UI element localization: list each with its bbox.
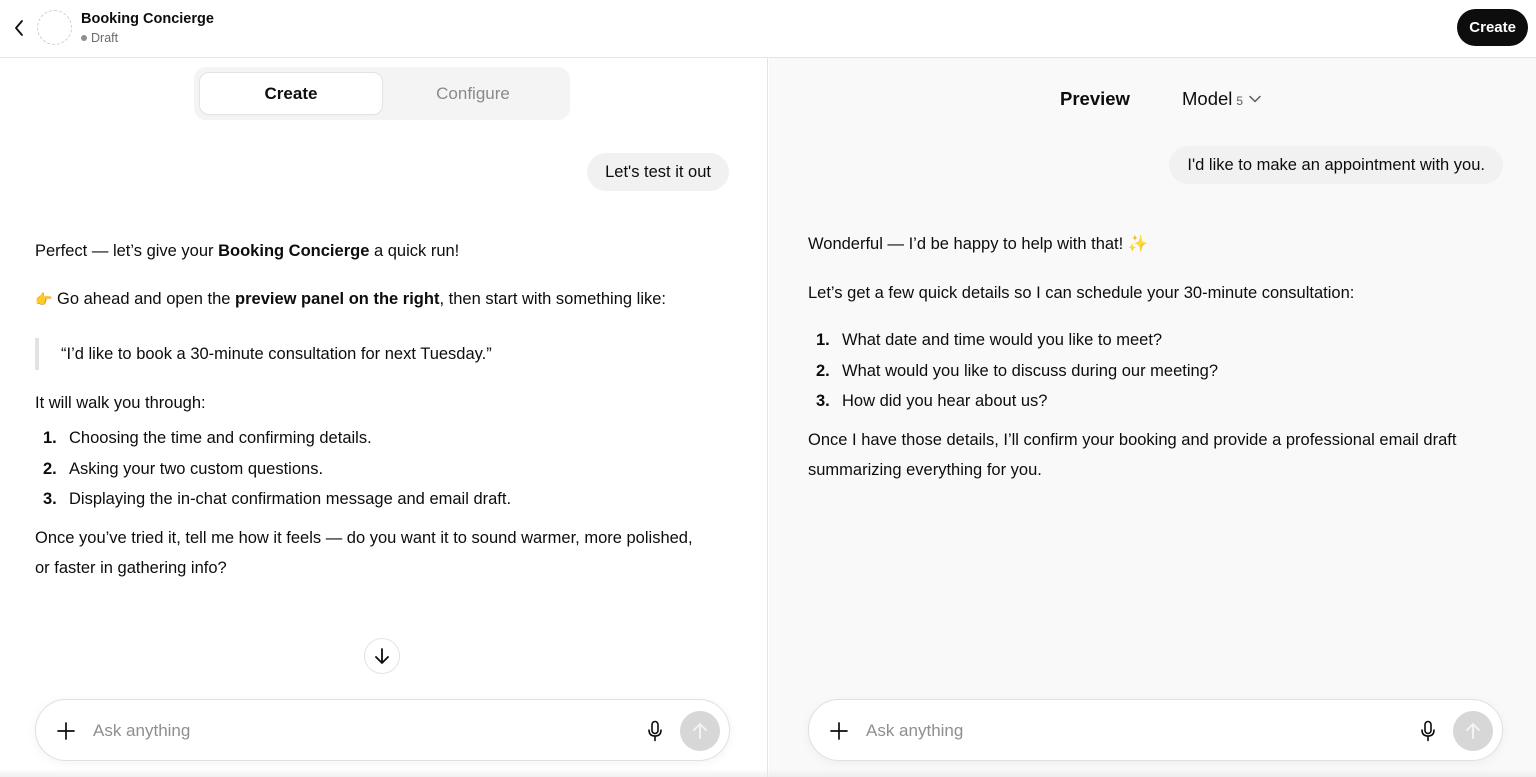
list-text: What would you like to discuss during our meeting? bbox=[842, 361, 1219, 380]
pointing-hand-icon: 👉 bbox=[35, 291, 53, 307]
text: , then start with something like: bbox=[439, 290, 666, 308]
list-item bbox=[808, 356, 1218, 387]
tab-create[interactable]: Create bbox=[200, 73, 382, 114]
scroll-down-button[interactable] bbox=[364, 638, 400, 674]
text: Go ahead and open the bbox=[52, 290, 236, 308]
text: Wonderful — I’d be happy to help with that! bbox=[808, 235, 1128, 253]
builder-panel bbox=[0, 58, 768, 777]
preview-user-message: I'd like to make an appointment with you. bbox=[1169, 146, 1503, 184]
bold-text: preview panel on the right bbox=[235, 290, 440, 308]
gpt-avatar[interactable] bbox=[37, 10, 72, 45]
list-item bbox=[808, 386, 1218, 417]
list-text: Displaying the in-chat confirmation message and email draft. bbox=[69, 490, 512, 508]
send-button[interactable] bbox=[680, 711, 720, 751]
list-text: What date and time would you like to meet? bbox=[842, 331, 1163, 349]
text: Perfect — let’s give your bbox=[35, 242, 219, 260]
builder-composer bbox=[35, 699, 730, 761]
list-text: Asking your two custom questions. bbox=[69, 459, 324, 478]
list-item bbox=[35, 454, 511, 485]
gpt-status bbox=[81, 31, 118, 45]
microphone-icon bbox=[647, 720, 663, 742]
assistant-line-2 bbox=[35, 284, 666, 314]
preview-panel bbox=[769, 58, 1536, 777]
bold-text: Booking Concierge bbox=[218, 242, 370, 260]
status-label: Draft bbox=[91, 31, 119, 45]
list-item bbox=[35, 423, 511, 454]
walk-intro: It will walk you through: bbox=[35, 394, 206, 412]
gpt-name: Booking Concierge bbox=[81, 11, 214, 27]
tab-configure[interactable]: Configure bbox=[436, 83, 510, 103]
microphone-icon bbox=[1420, 720, 1436, 742]
arrow-down-icon bbox=[374, 647, 390, 665]
user-message: Let's test it out bbox=[587, 153, 729, 191]
list-number: 2. bbox=[43, 459, 57, 478]
create-button[interactable]: Create bbox=[1457, 9, 1528, 46]
top-bar bbox=[0, 0, 1536, 58]
list-item bbox=[35, 484, 511, 515]
list-text: How did you hear about us? bbox=[842, 392, 1048, 410]
preview-message-input[interactable] bbox=[866, 715, 1386, 747]
list-number: 3. bbox=[43, 490, 57, 508]
back-button[interactable] bbox=[8, 16, 30, 40]
preview-title: Preview bbox=[1060, 88, 1130, 109]
builder-tabs bbox=[194, 67, 570, 120]
list-text: Choosing the time and confirming details. bbox=[69, 429, 372, 447]
list-number: 1. bbox=[816, 331, 830, 349]
preview-intro: Let’s get a few quick details so I can schedule your 30-minute consultation: bbox=[808, 284, 1355, 302]
preview-closing: Once I have those details, I’ll confirm your booking and provide a professional email draft summarizing everything for you. bbox=[808, 431, 1457, 479]
add-attachment-button[interactable] bbox=[827, 719, 851, 743]
arrow-up-icon bbox=[692, 722, 708, 740]
builder-message-input[interactable] bbox=[93, 715, 613, 747]
model-selector[interactable] bbox=[1182, 88, 1261, 110]
questions-list bbox=[808, 325, 1218, 417]
plus-icon bbox=[830, 722, 848, 740]
chevron-down-icon bbox=[1249, 95, 1261, 103]
send-button[interactable] bbox=[1453, 711, 1493, 751]
status-dot bbox=[81, 35, 87, 41]
sparkle-icon: ✨ bbox=[1127, 235, 1149, 253]
assistant-closing: Once you’ve tried it, tell me how it feels — do you want it to sound warmer, more polished, or faster in gathering info? bbox=[35, 529, 693, 577]
text: a quick run! bbox=[369, 242, 460, 260]
example-quote: “I’d like to book a 30-minute consultation for next Tuesday.” bbox=[35, 338, 492, 370]
assistant-line-1 bbox=[35, 236, 459, 266]
model-label: Model bbox=[1182, 88, 1233, 109]
add-attachment-button[interactable] bbox=[54, 719, 78, 743]
preview-greeting bbox=[808, 229, 1148, 259]
list-number: 1. bbox=[43, 429, 57, 447]
preview-composer bbox=[808, 699, 1503, 761]
dictate-button[interactable] bbox=[1416, 719, 1440, 743]
steps-list bbox=[35, 423, 511, 515]
chevron-left-icon bbox=[13, 19, 25, 37]
list-number: 2. bbox=[816, 361, 830, 380]
arrow-up-icon bbox=[1465, 722, 1481, 740]
list-number: 3. bbox=[816, 392, 830, 410]
plus-icon bbox=[57, 722, 75, 740]
model-version: 5 bbox=[1236, 94, 1244, 108]
dictate-button[interactable] bbox=[643, 719, 667, 743]
list-item bbox=[808, 325, 1218, 356]
